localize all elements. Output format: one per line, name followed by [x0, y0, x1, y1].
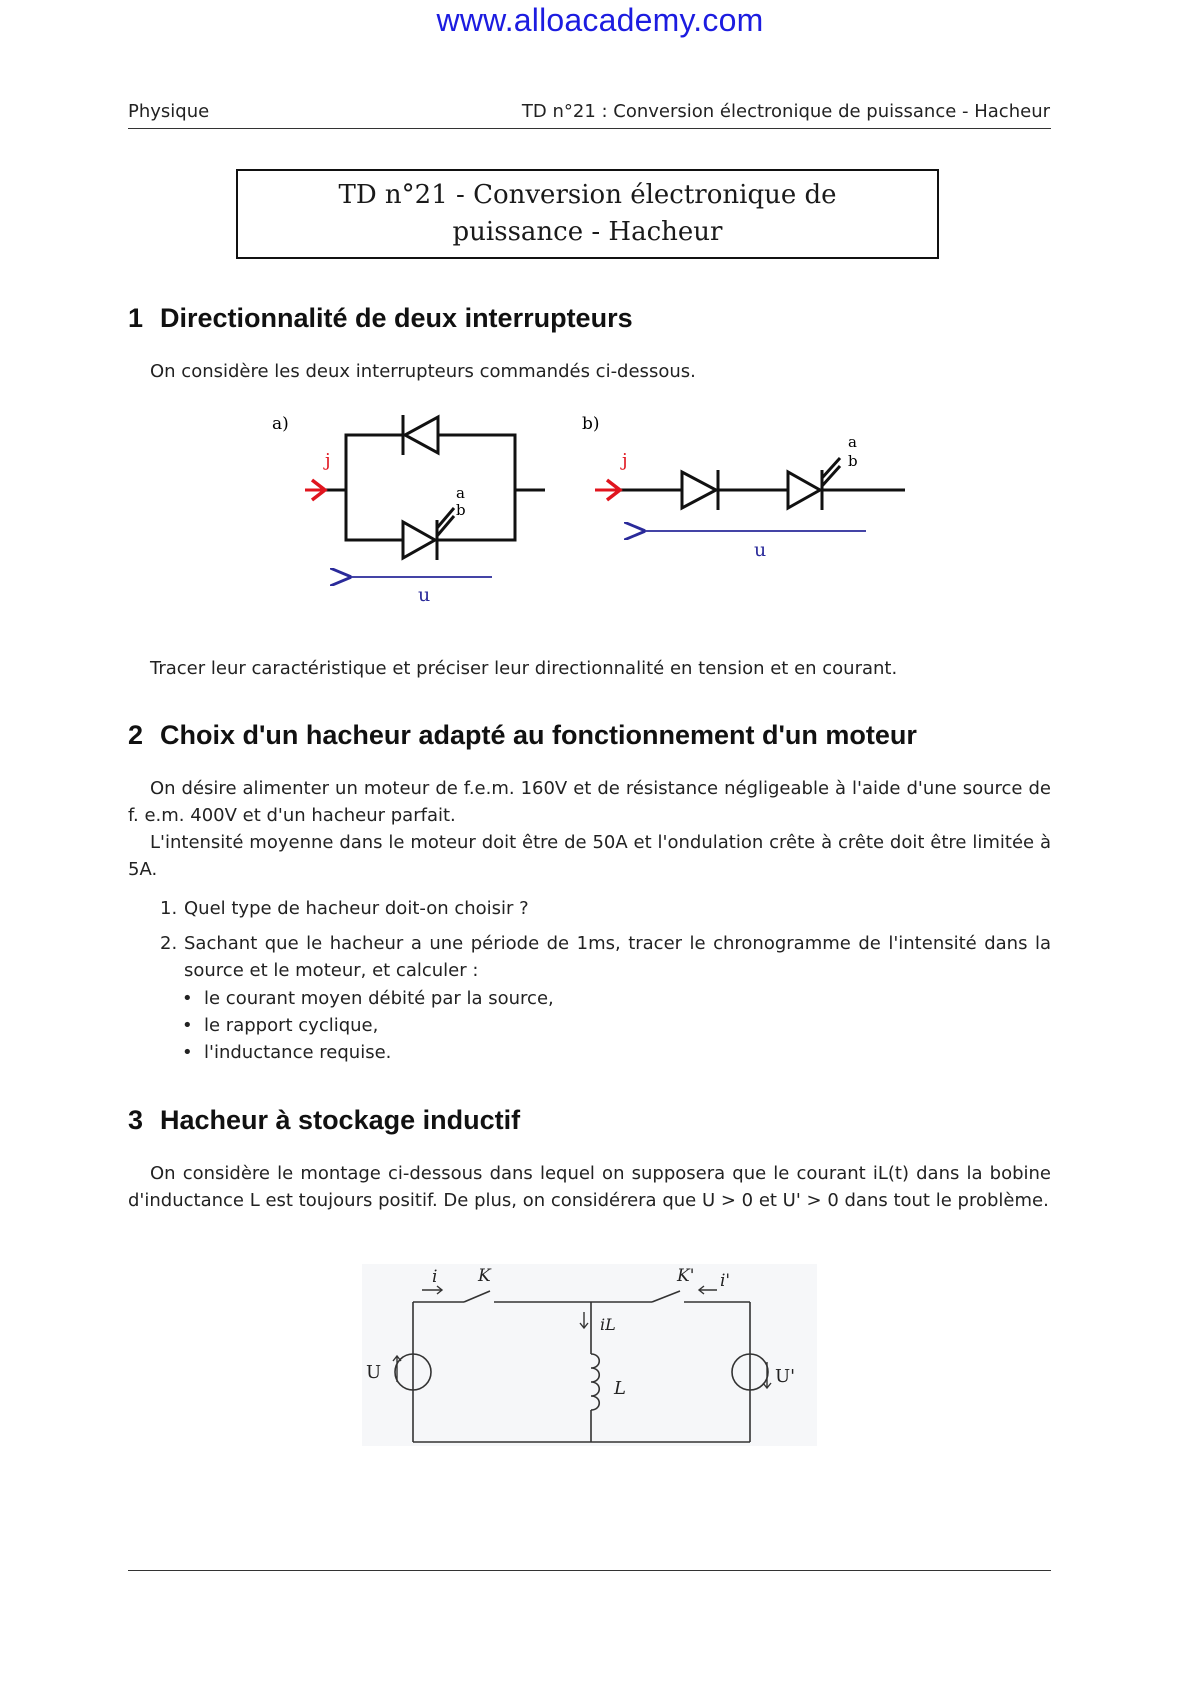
section1-number: 1 [128, 303, 144, 333]
label-k: K [478, 1266, 491, 1286]
circuit-figure [362, 1264, 817, 1446]
bullet-item [182, 985, 554, 1012]
section3-para: On considère le montage ci-dessous dans lequel on supposera que le courant iL(t) dans la bobine d'inductance L est toujours positif. De plus, on considérera que U > 0 et U' > 0 dans tout le problème. [128, 1163, 1051, 1211]
switch-a-wires [305, 435, 545, 540]
bullet-item [182, 1039, 391, 1066]
page-title-line1: TD n°21 - Conversion électronique de [338, 180, 837, 210]
question-2-number: 2. [160, 933, 178, 954]
question-2 [160, 930, 1051, 984]
current-label-a: j [325, 450, 331, 471]
section1-title: Directionnalité de deux interrupteurs [160, 303, 633, 333]
section1-instruction: Tracer leur caractéristique et préciser leur directionnalité en tension et en courant. [150, 658, 898, 679]
label-i: i [432, 1267, 438, 1287]
inductor-icon [591, 1354, 599, 1410]
section3-number: 3 [128, 1105, 144, 1135]
gate-a-label-b: b [456, 501, 466, 519]
label-k-prime: K' [677, 1266, 695, 1286]
section3-heading [128, 1105, 520, 1136]
header-rule [128, 128, 1051, 129]
bullet-dot: • [182, 1042, 193, 1063]
bullet-text: le courant moyen débité par la source, [204, 988, 554, 1009]
section3-title: Hacheur à stockage inductif [160, 1105, 521, 1135]
current-label-b: j [622, 450, 628, 471]
thyristor-b [788, 458, 840, 510]
page-title [236, 169, 939, 259]
section2-number: 2 [128, 720, 144, 750]
bullet-text: l'inductance requise. [204, 1042, 392, 1063]
fig-b-label: b) [582, 414, 600, 434]
section1-intro: On considère les deux interrupteurs commandés ci-dessous. [150, 361, 696, 382]
bullet-item [182, 1012, 378, 1039]
voltage-label-b: u [754, 539, 767, 561]
question-1-number: 1. [160, 898, 178, 919]
section2-para2: L'intensité moyenne dans le moteur doit être de 50A et l'ondulation crête à crête doit être limitée à 5A. [128, 832, 1051, 880]
gate-a-label-a: a [456, 484, 465, 502]
gate-b-label-a: a [848, 433, 857, 451]
bullet-dot: • [182, 1015, 193, 1036]
label-l: L [614, 1378, 626, 1399]
fig-a-label: a) [272, 414, 289, 434]
question-1 [160, 895, 1051, 922]
circuit-wires [413, 1291, 750, 1442]
label-il: iL [600, 1315, 616, 1334]
footer-rule [128, 1570, 1051, 1571]
section2-heading [128, 720, 917, 751]
diode-b [682, 470, 718, 510]
thyristor-a [403, 508, 454, 560]
bullet-dot: • [182, 988, 193, 1009]
header-running-title: TD n°21 : Conversion électronique de puissance - Hacheur [521, 101, 1050, 122]
header-subject: Physique [128, 101, 210, 122]
section1-heading [128, 303, 633, 334]
switches-figure [270, 395, 930, 610]
page-title-line2: puissance - Hacheur [452, 217, 723, 247]
label-u-prime: U' [775, 1366, 796, 1387]
site-link[interactable]: www.alloacademy.com [436, 2, 764, 38]
bullet-text: le rapport cyclique, [204, 1015, 379, 1036]
section2-title: Choix d'un hacheur adapté au fonctionnement d'un moteur [160, 720, 917, 750]
gate-b-label-b: b [848, 452, 858, 470]
label-i-prime: i' [720, 1271, 731, 1291]
diode-a-top [403, 415, 438, 455]
voltage-label-a: u [418, 584, 431, 606]
question-1-text: Quel type de hacheur doit-on choisir ? [184, 898, 529, 919]
question-2-text: Sachant que le hacheur a une période de 1ms, tracer le chronogramme de l'intensité dans la source et le moteur, et calculer : [184, 933, 1051, 981]
section2-para1: On désire alimenter un moteur de f.e.m. 160V et de résistance négligeable à l'aide d'une source de f. e.m. 400V et d'un hacheur parfait. [128, 778, 1051, 826]
label-u: U [366, 1362, 382, 1383]
